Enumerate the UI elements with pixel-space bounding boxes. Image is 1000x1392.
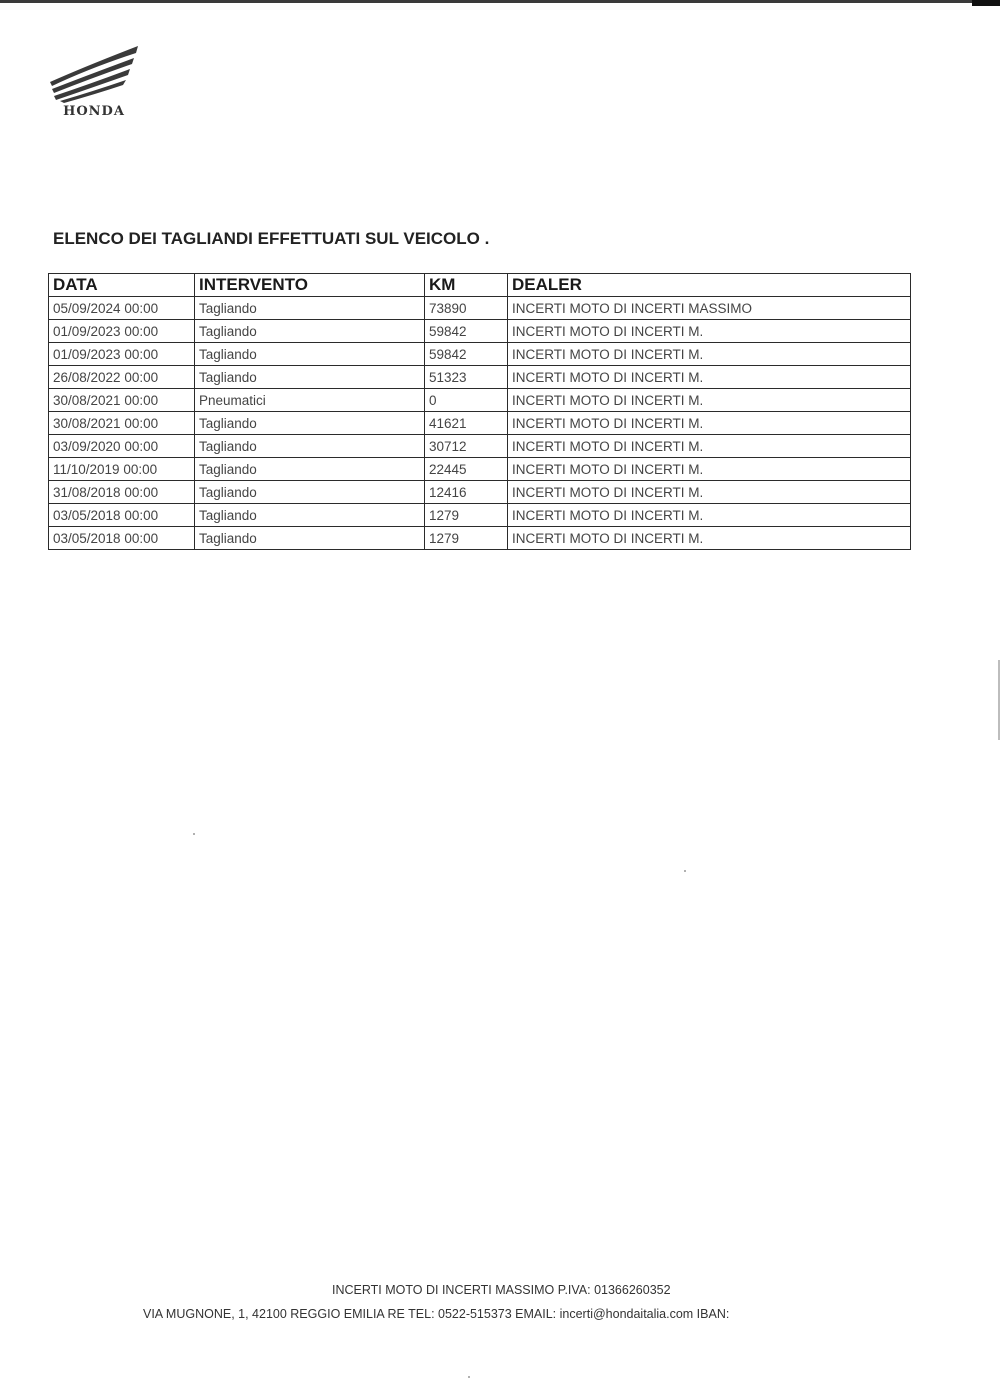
cell-date: 26/08/2022 00:00 bbox=[49, 366, 195, 389]
table-row bbox=[49, 458, 911, 481]
cell-date: 30/08/2021 00:00 bbox=[49, 389, 195, 412]
cell-intervention: Tagliando bbox=[195, 412, 425, 435]
cell-date: 31/08/2018 00:00 bbox=[49, 481, 195, 504]
cell-date: 05/09/2024 00:00 bbox=[49, 297, 195, 320]
table-row bbox=[49, 320, 911, 343]
cell-dealer: INCERTI MOTO DI INCERTI M. bbox=[508, 320, 911, 343]
cell-dealer: INCERTI MOTO DI INCERTI M. bbox=[508, 435, 911, 458]
table-row bbox=[49, 297, 911, 320]
honda-logo bbox=[46, 44, 142, 122]
cell-km: 59842 bbox=[425, 320, 508, 343]
footer-address-line: VIA MUGNONE, 1, 42100 REGGIO EMILIA RE TEL: 0522-515373 EMAIL: incerti@hondaitalia.com IBAN: bbox=[143, 1307, 730, 1321]
cell-intervention: Tagliando bbox=[195, 458, 425, 481]
cell-date: 03/09/2020 00:00 bbox=[49, 435, 195, 458]
scan-top-edge bbox=[0, 0, 1000, 3]
cell-date: 01/09/2023 00:00 bbox=[49, 320, 195, 343]
cell-dealer: INCERTI MOTO DI INCERTI M. bbox=[508, 458, 911, 481]
cell-km: 22445 bbox=[425, 458, 508, 481]
table-header-row bbox=[49, 274, 911, 297]
table-row bbox=[49, 435, 911, 458]
scan-speck bbox=[684, 870, 686, 872]
cell-dealer: INCERTI MOTO DI INCERTI M. bbox=[508, 343, 911, 366]
footer-company-line: INCERTI MOTO DI INCERTI MASSIMO P.IVA: 01366260352 bbox=[332, 1283, 671, 1297]
cell-date: 01/09/2023 00:00 bbox=[49, 343, 195, 366]
cell-dealer: INCERTI MOTO DI INCERTI M. bbox=[508, 504, 911, 527]
scan-speck bbox=[193, 833, 195, 835]
table-row bbox=[49, 504, 911, 527]
cell-km: 51323 bbox=[425, 366, 508, 389]
cell-date: 03/05/2018 00:00 bbox=[49, 504, 195, 527]
cell-dealer: INCERTI MOTO DI INCERTI MASSIMO bbox=[508, 297, 911, 320]
cell-dealer: INCERTI MOTO DI INCERTI M. bbox=[508, 389, 911, 412]
cell-km: 12416 bbox=[425, 481, 508, 504]
scan-speck bbox=[468, 1376, 470, 1378]
cell-intervention: Tagliando bbox=[195, 504, 425, 527]
page-title: ELENCO DEI TAGLIANDI EFFETTUATI SUL VEICOLO . bbox=[53, 229, 490, 248]
table-row bbox=[49, 481, 911, 504]
table-row bbox=[49, 412, 911, 435]
cell-km: 59842 bbox=[425, 343, 508, 366]
table-row bbox=[49, 366, 911, 389]
cell-date: 03/05/2018 00:00 bbox=[49, 527, 195, 550]
header-intervento: INTERVENTO bbox=[195, 274, 425, 297]
table-row bbox=[49, 389, 911, 412]
cell-intervention: Tagliando bbox=[195, 527, 425, 550]
cell-dealer: INCERTI MOTO DI INCERTI M. bbox=[508, 366, 911, 389]
table-row bbox=[49, 343, 911, 366]
service-history-table bbox=[48, 273, 911, 550]
header-data: DATA bbox=[49, 274, 195, 297]
cell-dealer: INCERTI MOTO DI INCERTI M. bbox=[508, 481, 911, 504]
cell-km: 30712 bbox=[425, 435, 508, 458]
cell-km: 0 bbox=[425, 389, 508, 412]
honda-wing-icon bbox=[46, 44, 142, 104]
cell-dealer: INCERTI MOTO DI INCERTI M. bbox=[508, 412, 911, 435]
cell-intervention: Tagliando bbox=[195, 320, 425, 343]
cell-date: 30/08/2021 00:00 bbox=[49, 412, 195, 435]
cell-km: 41621 bbox=[425, 412, 508, 435]
cell-intervention: Tagliando bbox=[195, 297, 425, 320]
cell-date: 11/10/2019 00:00 bbox=[49, 458, 195, 481]
cell-intervention: Pneumatici bbox=[195, 389, 425, 412]
honda-logo-text: HONDA bbox=[63, 104, 125, 119]
cell-intervention: Tagliando bbox=[195, 435, 425, 458]
header-km: KM bbox=[425, 274, 508, 297]
header-dealer: DEALER bbox=[508, 274, 911, 297]
scan-corner-mark bbox=[972, 0, 1000, 6]
cell-dealer: INCERTI MOTO DI INCERTI M. bbox=[508, 527, 911, 550]
cell-km: 1279 bbox=[425, 527, 508, 550]
cell-intervention: Tagliando bbox=[195, 343, 425, 366]
cell-intervention: Tagliando bbox=[195, 481, 425, 504]
cell-km: 1279 bbox=[425, 504, 508, 527]
table-row bbox=[49, 527, 911, 550]
cell-intervention: Tagliando bbox=[195, 366, 425, 389]
cell-km: 73890 bbox=[425, 297, 508, 320]
